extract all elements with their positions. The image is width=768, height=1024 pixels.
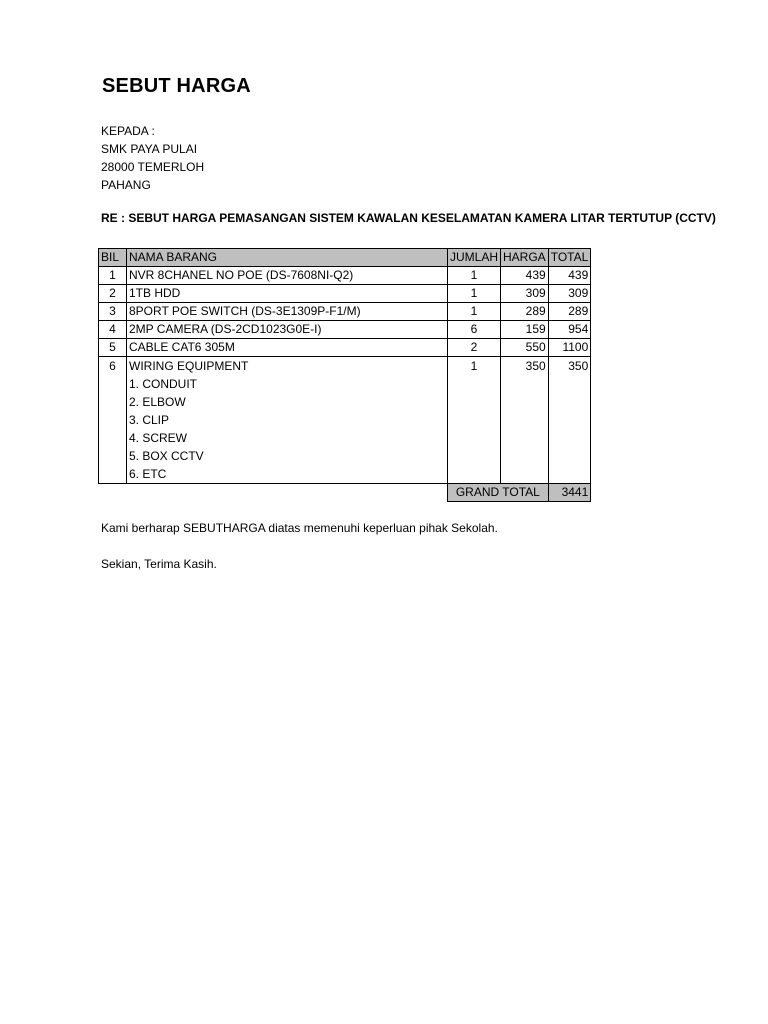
row-bil: 4 [99,321,127,339]
row-price: 439 [501,267,549,285]
closing-text: Kami berharap SEBUTHARGA diatas memenuhi keperluan pihak Sekolah. [101,521,498,535]
recipient-to-label: KEPADA : [101,124,155,138]
row-bil: 5 [99,339,127,357]
row-item-name: CABLE CAT6 305M [127,339,448,357]
row-item-name: 1TB HDD [127,285,448,303]
sub-item: 1. CONDUIT [129,377,198,391]
row-bil: 2 [99,285,127,303]
row-quantity: 1 [448,357,501,484]
recipient-state: PAHANG [101,178,151,192]
row-total: 954 [548,321,591,339]
sub-item: 2. ELBOW [129,395,186,409]
row-total: 309 [548,285,591,303]
row-quantity: 6 [448,321,501,339]
blank-cell [99,484,127,502]
row-item-name: WIRING EQUIPMENT [129,359,249,373]
grand-total-value: 3441 [548,484,591,502]
row-total: 1100 [548,339,591,357]
row-quantity: 1 [448,303,501,321]
row-price: 350 [501,357,549,484]
sub-item: 5. BOX CCTV [129,449,204,463]
table-row [99,321,591,339]
row-quantity: 2 [448,339,501,357]
table-header-row [99,249,591,267]
row-item-name: 2MP CAMERA (DS-2CD1023G0E-I) [127,321,448,339]
row-item-name: 8PORT POE SWITCH (DS-3E1309P-F1/M) [127,303,448,321]
row-bil: 6 [99,357,127,484]
row-price: 159 [501,321,549,339]
row-item-name: NVR 8CHANEL NO POE (DS-7608NI-Q2) [127,267,448,285]
recipient-address [101,122,204,194]
reference-line: RE : SEBUT HARGA PEMASANGAN SISTEM KAWALAN KESELAMATAN KAMERA LITAR TERTUTUP (CCTV) [101,211,716,225]
row-quantity: 1 [448,267,501,285]
row-total: 289 [548,303,591,321]
header-price: HARGA [501,249,549,267]
row-bil: 3 [99,303,127,321]
document-title: SEBUT HARGA [102,75,251,97]
recipient-postcode-city: 28000 TEMERLOH [101,160,205,174]
row-total: 350 [548,357,591,484]
row-price: 289 [501,303,549,321]
table-row [99,339,591,357]
sub-item: 3. CLIP [129,413,170,427]
row-price: 550 [501,339,549,357]
row-total: 439 [548,267,591,285]
row-bil: 1 [99,267,127,285]
header-bil: BIL [99,249,127,267]
grand-total-label: GRAND TOTAL [448,484,549,502]
header-total: TOTAL [548,249,591,267]
header-item-name: NAMA BARANG [127,249,448,267]
row-price: 309 [501,285,549,303]
table-row [99,357,591,484]
quotation-table [98,248,591,502]
recipient-school: SMK PAYA PULAI [101,142,198,156]
table-row [99,285,591,303]
signoff-text: Sekian, Terima Kasih. [101,557,217,571]
blank-cell [127,484,448,502]
grand-total-row [99,484,591,502]
row-item-name-group [127,357,448,484]
table-row [99,303,591,321]
sub-item: 4. SCREW [129,431,188,445]
sub-item: 6. ETC [129,467,167,481]
header-quantity: JUMLAH [448,249,501,267]
row-quantity: 1 [448,285,501,303]
table-row [99,267,591,285]
